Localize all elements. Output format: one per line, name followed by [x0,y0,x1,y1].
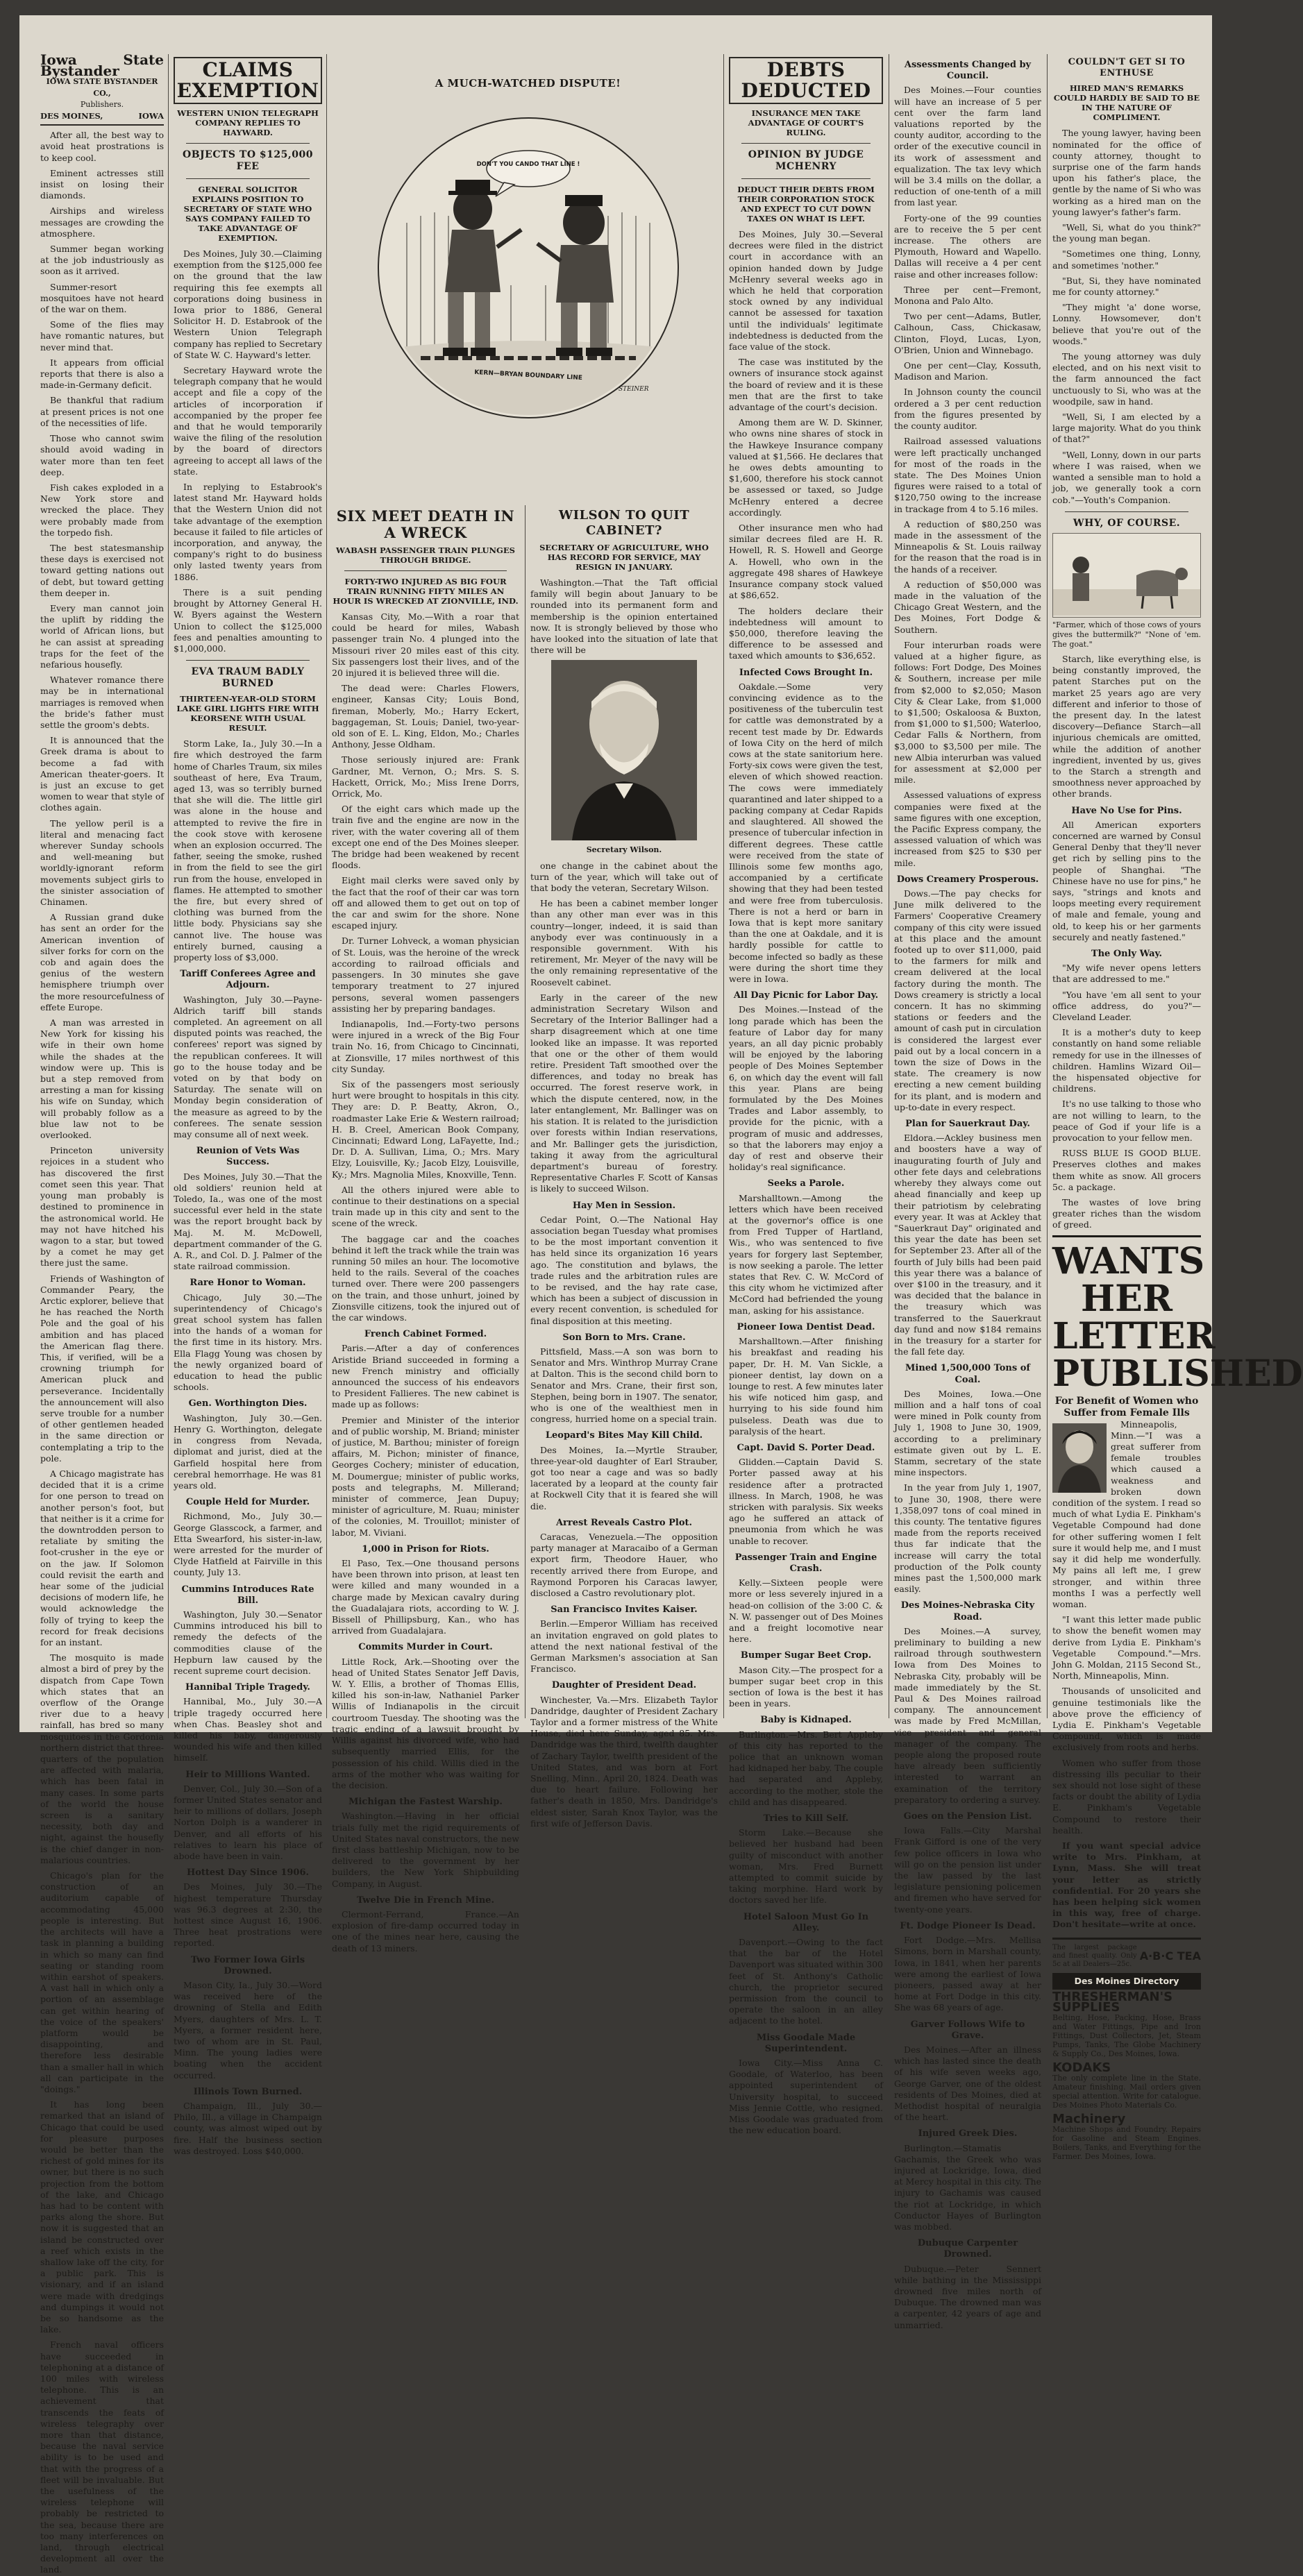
editorial-paragraph: It has long been remarked that an island of Chicago that could be used for pleasure purposes would be better than the richest of gold mines for its owner, but there is no such projection from the bottom of the lake, and Chicago has had to be content with parks along the shore. But now it is suggested that an island be constructed over a reef which exists in the shallow lake off the city, for a public park. This is visionary, and if an island were made with dredgings and dumpings it would not be so handsome as the lake. [40,2099,164,2335]
paragraph: El Paso, Tex.—One thousand persons have been thrown into prison, at least ten were killed and many wounded in a charge made by Mexican cavalry during the Guadalajara riots, according to W. J. Bissell of Phillipsburg, Kan., who has arrived from Guadalajara. [332,1558,519,1636]
editorial-paragraph: Summer began working at the job industriously as soon as it arrived. [40,244,164,277]
paragraph: Des Moines, July 30.—That the old soldiers' reunion held at Toledo, Ia., was one of the most successful ever held in the state was the report brought back by Maj. M. M. McDowell, department commander of the G. A. R., and Col. D. J. Palmer of the state railroad commission. [174,1171,322,1272]
paragraph: "My wife never opens letters that are addressed to me." [1052,963,1201,985]
column-rule [326,54,327,1718]
editorial-paragraph: Be thankful that radium at present prices is not one of the necessities of life. [40,395,164,428]
paragraph: Kelly.—Sixteen people were more or less severely injured in a head-on collision of the 3:00 C. & N. W. passenger out of Des Moines and a freight locomotive near here. [729,1577,883,1645]
paragraph: Oakdale.—Some very convincing evidence as to the positiveness of the tuberculin test for cattle was demonstrated by a recent test made by Dr. Edwards of Iowa City on the herd of milch cows at the state sanitorium here. Forty-six cows were given the test, eleven of which showed reaction. The cows were immediately quarantined and later shipped to a packing company at Cedar Rapids and slaughtered. All showed the presence of tubercular infection in different degrees. These cattle were received from the state of Illinois some few months ago, accompanied by a certificate showing that they had been tested and were free from tuberculosis. There is not a herd or barn in Iowa that is kept more sanitary than the one at Oakdale, and it is hardly possible for cattle to become infected so badly as these were during the short time they were in Iowa. [729,681,883,984]
subhead: Garver Follows Wife to Grave. [910,2019,1025,2041]
paragraph: Caracas, Venezuela.—The opposition party manager at Maracaibo of a German export firm, Theodore Hauer, who recently arrived there from Europe, and Raymond Porporen his Caracas lawyer, disclosed a Castro revolutionary plot. [530,1532,718,1599]
subhead: Two Former Iowa Girls Drowned. [190,1954,305,1976]
subhead: Capt. David S. Porter Dead. [737,1442,875,1453]
subhead: Hannibal Triple Tragedy. [185,1682,310,1693]
paragraph: Those seriously injured are: Frank Gardner, Mt. Vernon, O.; Mrs. S. S. Hackett, Orrick, Mo.; Miss Irene Dorrs, Orrick, Mo. [332,754,519,799]
masthead [40,51,164,126]
subhead: Passenger Train and Engine Crash. [734,1552,877,1574]
subheadline: OBJECTS TO $125,000 FEE [183,149,313,172]
paragraph: Des Moines.—After an illness which has lasted since the death of his wife seven weeks ago, George Garver, one of the oldest residents of Des Moines, died at Methodist hospital of neuralgia of the heart. [894,2044,1041,2123]
column-wilson [530,505,718,1829]
editorial-paragraph: Chicago's plan for the construction of an auditorium capable of accommodating 45,000 people is interesting. But the architects will have a task in planning a building in which so many can find seating or standing room within earshot of speakers. A vast hall in which only a portion of an assemblage can get within hearing of the voice of the speakers' platform would be disappointing, and therefore less desirable than a smaller hall in which all can participate in the "doings." [40,1870,164,2094]
paragraph: "They might 'a' done worse, Lonny. Howsomever, don't believe that you're out of the woods." [1052,302,1201,346]
paragraph: Des Moines.—Instead of the long parade which has been the feature of Labor day for many years, an all day picnic probably will be enjoyed by the laboring people of Des Moines September 6, on which day the event will fall this year. Plans are being formulated by the Des Moines Trades and Labor assembly, to provide for the picnic, with a program of music and addresses, so that the laborers may enjoy a day of rest and observe their holiday's real significance. [729,1004,883,1173]
column-rule [723,54,724,1718]
paragraph: Two per cent—Adams, Butler, Calhoun, Cass, Chickasaw, Clinton, Floyd, Lucas, Lyon, O'Brien, Union and Winnebago. [894,311,1041,355]
tea-ad-name: A·B·C TEA [1139,1949,1201,1963]
subhead: Daughter of President Dead. [551,1680,697,1691]
dir3-name: Machinery [1052,2111,1126,2126]
paragraph: He has been a cabinet member longer than any other man ever was in this country—longer, indeed, it is said than anybody ever was continuously in a responsible government. With his retirement, Mr. Meyer of the navy will be the only remaining representative of the Roosevelt cabinet. [530,898,718,988]
subhead: Mined 1,500,000 Tons of Coal. [905,1363,1030,1385]
cartoon-bubble-text: DON'T YOU CANDO THAT LINE ! [476,161,580,168]
paragraph: Secretary Hayward wrote the telegraph company that he would accept and file a copy of the articles of incorporation if accompanied by the proper fee and that he would temporarily waive the filing of the resolution by the board of directors agreeing to accept all laws of the state. [174,365,322,477]
subhead: Infected Cows Brought In. [739,667,873,678]
paragraph: Cedar Point, O.—The National Hay association began Tuesday what promises to be the most important convention it has held since its organization 16 years ago. The constitution and bylaws, the trade rules and the arbitration rules are to be revised, and the hay rate case, which has been a subject of discussion in every recent convention, is scheduled for final disposition at this meeting. [530,1214,718,1326]
paragraph: "Well, Si, I am elected by a large majority. What do you think of that?" [1052,412,1201,445]
paragraph: Of the eight cars which made up the train five and the engine are now in the river, with the water covering all of them except one end of the Des Moines sleeper. The bridge had been weakened by recent floods. [332,804,519,871]
paragraph: The wastes of love bring greater riches than the wisdom of greed. [1052,1197,1201,1230]
paragraph: Eight mail clerks were saved only by the fact that the roof of their car was torn off and allowed them to get out on top of the car and swim for the shore. None escaped injury. [332,875,519,931]
subhead: Des Moines-Nebraska City Road. [900,1600,1035,1622]
editorial-paragraph: The yellow peril is a literal and menacing fact wherever Sunday schools and well-meaning but worldly-ignorant reform movements subject girls to the sinister association of Chinamen. [40,817,164,908]
headline-wreck: SIX MEET DEATH IN A WRECK [336,507,515,541]
headline-eva-traum: EVA TRAUM BADLY BURNED [191,666,305,690]
subhead: Hay Men in Session. [572,1200,676,1211]
subhead: Ft. Dodge Pioneer Is Dead. [900,1920,1036,1931]
portrait-drawing [551,660,697,840]
paragraph: Assessed valuations of express companies were fixed at the same figures with one exception, the Pacific Express company, the assessed valuation of which was increased from $25 to $30 per mile. [894,790,1041,868]
deck: WABASH PASSENGER TRAIN PLUNGES THROUGH BRIDGE. [336,545,515,565]
ad-paragraph: Thousands of unsolicited and genuine testimonials like the above prove the efficiency of Lydia E. Pinkham's Vegetable Compound, which is made exclusively from roots and herbs. [1052,1686,1201,1753]
divider [344,570,507,571]
deck: THIRTEEN-YEAR-OLD STORM LAKE GIRL LIGHTS FIRE WITH KEORSENE WITH USUAL RESULT. [176,694,319,734]
subhead: Have No Use for Pins. [1071,805,1182,816]
subhead: Leopard's Bites May Kill Child. [545,1430,703,1441]
subhead: Illinois Town Burned. [193,2086,303,2097]
paragraph: Des Moines, July 30.—Claiming exemption from the $125,000 fee on the ground that the law requiring this fee exempts all corporations doing business in Iowa prior to 1886, General Solicitor H. D. Estabrook of the Western Union Telegraph company has replied to Secretary of State W. C. Hayward's letter. [174,248,322,360]
deck: HIRED MAN'S REMARKS COULD HARDLY BE SAID TO BE IN THE NATURE OF COMPLIMENT. [1053,83,1200,123]
subhead: Seeks a Parole. [767,1178,845,1189]
dir2-name: KODAKS [1052,2060,1111,2075]
masthead-state: IOWA [138,111,164,121]
paragraph: Des Moines, Iowa.—One million and a half tons of coal were mined in Polk county from July 1, 1908 to June 30, 1909, according to a preliminary estimate given out by L. E. Stamm, secretary of the state mine inspectors. [894,1388,1041,1478]
cartoon-drawing [379,119,678,417]
subhead: Goes on the Pension List. [903,1811,1032,1822]
dir3-text: Machine Shops and Foundry. Repairs for Gasoline and Steam Engines. Boilers, Tanks, and Everything for the Farmer. Des Moines, Iowa. [1052,2124,1201,2161]
paragraph: Other insurance men who had similar decrees filed are H. R. Howell, R. S. Howell and George A. Howell, who own in the aggregate 498 shares of Hawkeye Insurance company stock valued at $86,652. [729,523,883,601]
column-editorial [40,51,164,2575]
editorial-paragraphs [40,130,164,2575]
paragraph: Eldora.—Ackley business men and boosters have a way of inaugurating fourth of July and other fete days and celebrations whereby they always come out ahead financially and keep up their patriotism by celebrating every year. It was at Ackley that "Sauerkraut Day" originated and this year the date has been set for September 23. After all of the fourth of July bills had been paid this year there was a balance of over $100 in the treasury, and it was decided that the balance in the treasury which was transferred to the Sauerkraut day fund and now $184 remains in the treasury for a starter for the fall fete day. [894,1133,1041,1357]
paragraph: Storm Lake, Ia., July 30.—In a fire which destroyed the farm home of Charles Traum, six miles southeast of here, Eva Traum, aged 13, was so terribly burned that she will die. The little girl was alone in the house and attempted to revive the fire in the cook stove with kerosene when an explosion occurred. The father, seeing the smoke, rushed in from the field to see the girl run from the house, enveloped in flames. He attempted to smother the fire, but every shred of clothing was burned from the little body. Physicians say she cannot live. The house was entirely burned, causing a property loss of $3,000. [174,738,322,963]
masthead-city: DES MOINES, [40,111,103,121]
headline-wilson: WILSON TO QUIT CABINET? [558,508,690,538]
subhead: San Francisco Invites Kaiser. [550,1604,698,1616]
deck: SECRETARY OF AGRICULTURE, WHO HAS RECORD FOR SERVICE, MAY RESIGN IN JANUARY. [539,543,709,572]
ad-paragraph: If you want special advice write to Mrs. Pinkham, at Lynn, Mass. She will treat your letter as strictly confidential. For 20 years she has been helping sick women in this way, free of charge. Don't hesitate—write at once. [1052,1840,1201,1930]
masthead-dateline [40,110,164,121]
paragraph: Clermont-Ferrand, France.—An explosion of fire-damp occurred today in one of the mines near here, causing the death of 13 miners. [332,1908,519,1954]
editorial-paragraph: A man was arrested in New York for kissing his wife in their own home while the shades at the window were up. This is but a step removed from arresting a man for kissing his wife on Sunday, which will probably follow as a blue law not to be overlooked. [40,1017,164,1141]
farm-cartoon-caption: "Farmer, which of those cows of yours gives the buttermilk?" "None of 'em. The goat." [1052,620,1201,649]
directory-entry [1052,2060,1201,2112]
paragraph: Des Moines, July 30.—Several decrees were filed in the district court in accordance with an opinion handed down by Judge McHenry several weeks ago in which he held that corporation stock owned by any individual cannot be assessed for taxation until the individuals' legitimate indebtedness is deducted from the face value of the stock. [729,229,883,353]
subhead: French Cabinet Formed. [364,1329,487,1340]
divider [1065,511,1188,512]
masthead-publishers: Publishers. [80,99,124,109]
editorial-paragraph: The best statesmanship these days is exercised not toward getting nations out of debt, but toward getting them deeper in. [40,542,164,598]
subhead: Arrest Reveals Castro Plot. [555,1517,693,1528]
paragraph: "Well, Si, what do you think?" the young man began. [1052,222,1201,244]
paragraph: In the year from July 1, 1907, to June 30, 1908, there were 1,358,097 tons of coal mined in this county. The tentative figures made from the reports received thus far indicate that the increase will carry the total production of the Polk county mines past the 1,500,000 mark easily. [894,1482,1041,1595]
directory-entry [1052,2112,1201,2163]
paragraph: Four interurban roads were valued at a higher figure, as follows: Fort Dodge, Des Moines & Southern, increase per mile from $2,000 to $2,050; Mason City & Clear Lake, from $1,000 to $1,500; Oskaloosa & Buxton, from $1,000 to $1,500; Waterloo, Cedar Falls & Northern, from $3,000 to $3,500 per mile. The new Albia interurban was valued for assessment at $2,000 per mile. [894,639,1041,786]
paragraph: Mason City, Ia., July 30.—Word was received here of the drowning of Stella and Edith Myers, daughters of Mrs. L. T. Myers, a former resident here, two of whom are in St. Paul, Minn. The young ladies were boating when the accident occurred. [174,1980,322,2081]
pinkham-ad [1052,1235,1303,1940]
dir1-text: Belting, Hose, Packing, Hose, Brass and Water Fittings, Pipe and Iron Fittings, Dust Collectors, Jet, Steam Pumps, Tanks, The Globe Machinery & Supply Co., Des Moines, Iowa. [1052,2012,1201,2058]
editorial-paragraph: French naval officers have succeeded in telephoning at a distance of 100 miles with wireless telephone. This is an achievement that transcends the feats of wireless telegraphy over more than that distance, because the naval service ability is to be used and that with the progress of a fleet will be invaluable. But the usefulness of the wireless telephone will probably be restricted to the sea, because there are too many interferences on land, through electrical development all over the land. [40,2339,164,2575]
paragraph: "Well, Lonny, down in our parts where I was raised, when we wanted a sensible man to hold a job, we generally took a corn cob."—Youth's Companion. [1052,449,1201,505]
divider [741,143,871,144]
paragraph: Dubuque.—Peter Sennert while bathing in the Mississippi drowned five miles north of Dubuque. The drowned man was a carpenter, 42 years of age and unmarried. [894,2263,1041,2330]
paragraph: Denver, Col., July 30.—Son of a former United States senator and heir to millions of dollars, Joseph Norton Dolph is a wanderer in Denver, and all efforts of his relatives to learn his place of abode have been in vain. [174,1783,322,1861]
paragraph: one change in the cabinet about the turn of the year, which will take out of that body the veteran, Secretary Wilson. [530,860,718,894]
photo-caption: Secretary Wilson. [586,845,662,855]
paragraph: Berlin.—Emperor William has received an invitation engraved on gold plates to attend the next national festival of the German Marksmen's association at San Francisco. [530,1618,718,1675]
editorial-paragraph: Airships and wireless messages are crowding the atmosphere. [40,205,164,239]
subhead: Heir to Millions Wanted. [185,1769,310,1780]
editorial-paragraph: Whatever romance there may be in international marriages is removed when the bride's father must settle the groom's debts. [40,675,164,730]
subhead: Dubuque Carpenter Drowned. [917,2238,1018,2260]
editorial-paragraph: Eminent actresses still insist on losing their diamonds. [40,167,164,201]
paragraph: Des Moines.—Four counties will have an increase of 5 per cent over the farm land valuations reported by the county auditor, according to the order of the executive council in its work of assessment and equalization. The tax levy which will be 3.4 mills on the dollar, a reduction of one-tenth of a mill from last year. [894,85,1041,208]
editorial-paragraph: Friends of Washington of Commander Peary, the Arctic explorer, believe that he has reached the North Pole and the goal of his ambition and has placed the American flag there. This, if verified, will be a crowning triumph for American pluck and perseverance. Incidentally the announcement will also serve trouble for a number of other gentlemen headed in the same direction or contemplating a trip to the pole. [40,1273,164,1464]
paragraph: Iowa Falls.—City Marshal Frank Gifford is one of the very few police officers in Iowa who will go on the pension list under the law passed by the last legislature pensioning policemen and firemen who have served for twenty-one years. [894,1825,1041,1915]
subhead: The Only Way. [1091,948,1163,959]
subhead: Baby is Kidnaped. [760,1715,852,1726]
paragraph: A reduction of $50,000 was made in the valuation of the Chicago Great Western, and the Des Moines, Fort Dodge & Southern. [894,579,1041,635]
column-rule [525,505,526,1718]
column-rule [1047,54,1048,1718]
divider [186,178,310,179]
subhead: Hotel Saloon Must Go In Alley. [743,1911,869,1933]
editorial-paragraph: It appears from official reports that there is also a made-in-Germany deficit. [40,357,164,391]
paragraph: RUSS BLUE IS GOOD BLUE. Preserves clothes and makes them white as snow. All grocers 5c. a package. [1052,1148,1201,1192]
cartoon-panel [332,54,724,512]
paragraph: In Johnson county the council ordered a 3 per cent reduction from the figures presented by the county auditor. [894,387,1041,432]
subhead: Reunion of Vets Was Success. [196,1146,300,1168]
directory-title: Des Moines Directory [1052,1973,1201,1990]
paragraph: Chicago, July 30.—The superintendency of Chicago's great school system has fallen into the hands of a woman for the first time in its history. Mrs. Ella Flagg Young was chosen by the newly organized board of education to head the public schools. [174,1291,322,1393]
column-misc-ads [1052,54,1303,2161]
paragraph: Marshalltown.—After finishing his breakfast and reading his paper, Dr. H. M. Van Sickle, a pioneer dentist, lay down on a lounge to rest. A few minutes later his wife noticed him gasp, and hurrying to his side found him pulseless. Death was due to paralysis of the heart. [729,1336,883,1437]
paragraph: "You have 'em all sent to your office address, do you?"—Cleveland Leader. [1052,989,1201,1022]
paragraph: Dr. Turner Lohveck, a woman physician of St. Louis, was the heroine of the wreck according to railroad officials and passengers. In 30 minutes she gave temporary treatment to 27 injured persons, several women passengers assisting her by preparing bandages. [332,935,519,1014]
editorial-paragraph: Those who cannot swim should avoid wading in water more than ten feet deep. [40,433,164,477]
dir1-name: THRESHERMAN'S SUPPLIES [1052,1989,1173,2015]
subhead: All Day Picnic for Labor Day. [733,990,879,1001]
paragraph: Davenport.—Owing to the fact that the bar of the Hotel Davenport was situated within 300 feet of St. Anthony's Catholic church, the proprietor secured permission from the council to operate the saloon in an alley adjacent to the hotel. [729,1937,884,2026]
paragraph: In replying to Estabrook's latest stand Mr. Hayward holds that the Western Union did not take advantage of the exemption because it failed to file articles of incorporation, and anyway, the company's right to do business only lasted twenty years from 1886. [174,482,322,582]
cartoon-title: A MUCH-WATCHED DISPUTE! [435,77,621,90]
paragraph: There is a suit pending brought by Attorney General H. W. Byers against the Western Union to collect the $125,000 fees and penalties amounting to $1,000,000. [174,586,322,654]
paragraph: The dead were: Charles Flowers, engineer, Kansas City; Louis Bond, fireman, Moberly, Mo.; Harry Eckert, baggageman, St. Louis; Daniel, two-year-old son of E. L. King, Eldon, Mo.; Charles Anthony, Jesse Oldham. [332,683,519,750]
editorial-paragraph: It is announced that the Greek drama is about to become a fad with American theater-goers. It is just an excuse to get women to wear that style of clothes again. [40,735,164,813]
paragraph: Starch, like everything else, is being constantly improved, the patent Starches put on the market 25 years ago are very different and inferior to those of the present day. In the latest discovery—Defiance Starch—all injurious chemicals are omitted, while the addition of another ingredient, invented by us, gives to the Starch a strength and smoothness never approached by other brands. [1052,653,1201,799]
column-wreck [332,505,519,1954]
ad-paragraph: Women who suffer from those distressing ills peculiar to their sex should not lose sight of these facts or doubt the ability of Lydia E. Pinkham's Vegetable Compound to restore their health. [1052,1757,1201,1836]
subhead: Miss Goodale Made Superintendent. [756,2032,856,2054]
paragraph: One per cent—Clay, Kossuth, Madison and Marion. [894,360,1041,382]
paragraph: The baggage car and the coaches behind it left the track while the train was running 50 miles an hour. The locomotive held to the rails. Several of the coaches turned over. There were 200 passengers on the train, and those unhurt, joined by Zionsville citizens, took the injured out of the car windows. [332,1233,519,1323]
subhead: Bumper Sugar Beet Crop. [740,1650,872,1661]
editorial-paragraph: A Russian grand duke has sent an order for the American invention of silver forks for corn on the cob and again does the genius of the western hemisphere triumph over the more resourcefulness of effete Europe. [40,912,164,1012]
ad-headline: WANTS HER LETTER PUBLISHED [1052,1239,1303,1395]
subhead: 1,000 in Prison for Riots. [362,1543,489,1554]
dir2-text: The only complete line in the State. Amateur finishing. Mail orders given special attention. Write for catalogue. Des Moines Photo Materials Co. [1052,2073,1201,2110]
paragraph: All American exporters concerned are warned by Consul General Denby that they'll never get rich by selling pins to the people of Shanghai. "The Chinese have no use for pins," he says, "strings and knots and loops meeting every requirement of male and female, young and old, to keep his or her garments securely and neatly fastened." [1052,819,1201,942]
ad-paragraph: Minneapolis, Minn.—"I was a great sufferer from female troubles which caused a weakness and broken down condition of the system. I read so much of what Lydia E. Pinkham's Vegetable Compound had done for other suffering women I felt sure it would help me, and I must say it did help me wonderfully. My pains all left me, I grew stronger, and within three months I was a perfectly well woman. [1052,1418,1201,1609]
subhead: Commits Murder in Court. [358,1642,493,1653]
ad-portrait-drawing [1052,1423,1107,1493]
column-claims-exemption [174,54,322,2156]
paragraph: Champaign, Ill., July 30.—Philo, Ill., a village in Champaign county, was almost wiped out by fire. Half the business section was destroyed. Loss $40,000. [174,2101,322,2156]
subhead: Injured Greek Dies. [918,2128,1018,2139]
paragraph: Hannibal, Mo., July 30.—A triple tragedy occurred here when Chas. Beasley shot and killed his baby, dangerously wounded his wife and then killed himself. [174,1696,322,1763]
ad-portrait [1052,1423,1107,1493]
divider [186,660,310,661]
paragraph: Glidden.—Captain David S. Porter passed away at his residence after a protracted illness. In March, 1908, he was stricken with paralysis. Six weeks ago he suffered an attack of pneumonia from which he was unable to recover. [729,1457,883,1546]
paragraph: Richmond, Mo., July 30.—George Glasscock, a farmer, and Etta Swearford, his sister-in-law, were arrested for the murder of Clyde Hatfield at Fairville in this county, July 13. [174,1511,322,1578]
paragraph: Burlington.—Stamatis Gachamis, the Greek who was injured at Lockridge, Iowa, died at Mercy hospital in this city. The injury to Gachamis was caused the riot at Lockridge, in which Conductor Hayes of Burlington was mobbed. [894,2142,1041,2232]
headline-why-of-course: WHY, OF COURSE. [1073,517,1181,529]
column-debts [729,54,884,2136]
editorial-paragraph: Every man cannot join the uplift by ridding the world of African lions, but he can assist at spreading traps for the feet of the nefarious housefly. [40,602,164,670]
paragraph: Premier and Minister of the interior and of public worship, M. Briand; minister of justice, M. Barthou; minister of foreign affairs, M. Pichon; minister of finance, Georges Cochery; minister of education, M. Doumergue; minister of public works, posts and telegraphs, M. Millerand; minister of commerce, Jean Dupuy; minister of agriculture, M. Ruau; minister of the colonies, M. Trouillot; minister of labor, M. Viviani. [332,1414,519,1538]
paragraph: Washington.—That the Taft official family will begin about January to be rounded into its permanent form and membership is the opinion entertained now. It is strongly believed by those who have looked into the situation of late that there will be [530,577,718,656]
paragraph: Storm Lake.—Because she believed her husband had been guilty of misconduct with another woman, Mrs. Fred Burnett attempted to commit suicide by taking morphine. Hard work by doctors saved her life. [729,1827,883,1906]
paragraph: Pittsfield, Mass.—A son was born to Senator and Mrs. Winthrop Murray Crane at Dalton. This is the second child born to Senator and Mrs. Crane, their first son, Stephen, being born in 1907. The senator, who is one of the wealthiest men in congress, hurried home on a special train. [530,1346,718,1425]
headline-claims-exemption: CLAIMS EXEMPTION [174,57,322,104]
paragraph: A reduction of $80,250 was made in the assessment of the Minneapolis & St. Louis railway for the reason that the road is in the hands of a receiver. [894,518,1041,575]
subhead: Gen. Worthington Dies. [188,1398,308,1409]
paragraph: Six of the passengers most seriously hurt were brought to hospitals in this city. They are: D. P. Beatty, Akron, O., roadmaster Lake Erie & Western railroad; H. B. Creel, American Book Company, Cincinnati; Edward Long, LaFayette, Ind.; Dr. D. A. Sullivan, Lima, O.; Mrs. Mary Elzy, Louisville, Ky.; Jacob Elzy, Louisville, Ky.; Mrs. Magnolia Miles, Knoxville, Tenn. [332,1078,519,1180]
paragraph: Des Moines.—A survey, preliminary to building a new railroad through southwestern Iowa from Des Moines to Nebraska City, probably will be made immediately by the St. Paul & Des Moines railroad company. The announcement was made by Fred McMillan, vice president and general manager of the company. The people along the proposed route have already been sufficiently interested to warrant an examination of the territory preparatory to ordering a survey. [894,1625,1041,1805]
paragraph: Des Moines, July 30.—The highest temperature Thursday was 96.3 degrees at 2:30, the hottest since August 16, 1906. Three heat prostrations were reported. [174,1881,322,1949]
masthead-title: Iowa State Bystander [40,51,164,80]
paragraph: Washington, July 30.—Payne-Aldrich tariff bill stands completed. An agreement on all disputed points was reached, the conferees' report was signed by the republican conferees. It will go to the house today and be voted on by that body on Saturday. The senate will on Monday begin consideration of the measure as agreed to by the conferees. The senate session may consume all of next week. [174,994,322,1140]
paragraph: Washington.—Having in her official trials fully met the rigid requirements of United States naval constructors, the new first class battleship Michigan, now to be delivered to the government by her builders, the New York Shipbuilding Company, in August. [332,1811,519,1889]
paragraph: Winchester, Va.—Mrs. Elizabeth Taylor Dandridge, daughter of President Zachary Taylor and a former mistress of the White House, died here Sunday, aged 85. Mrs. Dandridge was the third, twelfth daughter of Zachary Taylor, twelfth president of the United States, and was born at Fort Snelling, Minn., April 20, 1824. Death was due to heart failure. Following her father's death in 1850, Mrs. Dandridge's eldest sister, Sarah Knox Taylor, was the first wife of Jefferson Davis. [530,1694,718,1829]
subhead: Cummins Introduces Rate Bill. [181,1584,314,1606]
subhead: Rare Honor to Woman. [190,1278,306,1289]
portrait-photo [551,660,697,840]
paragraph: All the others injured were able to continue to their destinations on a special train made up in this city and sent to the scene of the wreck. [332,1184,519,1229]
subhead: Tariff Conferees Agree and Adjourn. [180,969,316,991]
subhead: Assessments Changed by Council. [904,60,1032,82]
paragraph: "But, Si, they have nominated me for county attorney." [1052,275,1201,298]
cartoon-caption: KERN—BRYAN BOUNDARY LINE [473,368,582,382]
newspaper-page [19,15,1303,2575]
paragraph: "Sometimes one thing, Lonny, and sometimes 'nother." [1052,248,1201,271]
deck: FORTY-TWO INJURED AS BIG FOUR TRAIN RUNNING FIFTY MILES AN HOUR IS WRECKED AT ZIONVILLE, IND. [333,577,519,606]
paragraph: Burlington.—Mrs. Bert Appleby of this city has reported to the police that an unknown woman had kidnaped her baby. The couple had separated and Appleby, according to the mother, stole the child and has disappeared. [729,1729,883,1807]
farm-cartoon-drawing [1053,534,1200,616]
masthead-publisher: IOWA STATE BYSTANDER CO., [46,77,158,98]
paragraph: Indianapolis, Ind.—Forty-two persons were injured in a wreck of the Big Four train No. 16, from Chicago to Cincinnati, at Zionsville, 17 miles northwest of this city Sunday. [332,1018,519,1074]
directory-entry [1052,1990,1201,2060]
subhead: Michigan the Fastest Warship. [348,1797,503,1808]
paragraph: It's no use talking to those who are not willing to learn, to the peace of God if your life is a provocation to your fellow men. [1052,1099,1201,1144]
tea-ad [1052,1944,1201,1969]
paragraph: Among them are W. D. Skinner, who owns nine shares of stock in the Hawkeye Insurance company valued at $1,566. He declares that he owes debts amounting to $1,600, therefore his stock cannot be assessed or taxed, so Judge McHenry entered a decree accordingly. [729,417,883,518]
paragraph: Railroad assessed valuations were left practically unchanged for most of the roads in the state. The Des Moines Union figures were raised to a total of $120,750 owing to the increase in trackage from 4 to 5.16 miles. [894,436,1041,514]
paragraph: Kansas City, Mo.—With a roar that could be heard for miles, Wabash passenger train No. 4 plunged into the Missouri river 20 miles east of this city. Six passengers lost their lives, and of the 20 injured it is believed three will die. [332,611,519,679]
paragraph: Iowa City.—Miss Anna C. Goodale, of Waterloo, has been appointed superintendent of University hospital, to succeed Miss Jennie Cottle, who resigned. Miss Goodale was graduated from the new education board. [729,2058,883,2136]
paragraph: Forty-one of the 99 counties are to receive the 5 per cent increase. The others are Plymouth, Howard and Wapello. Dallas will receive a 4 per cent raise and other increases follow: [894,212,1041,280]
editorial-paragraph: The mosquito is made almost a bird of prey by the dispatch from Cape Town which states that an overflow of the Orange river due to a heavy rainfall, has bred so many mosquitoes in the Gordonia northern district that three-quarters of the population are affected with malaria, which has been fatal in many cases. In some parts of the world the house screen is a sanitary necessity, both day and night, against the housefly is the chief danger in non-malarious countries. [40,1652,164,1865]
editorial-paragraph: Summer-resort mosquitoes have not heard of the war on them. [40,281,164,315]
paragraph: The holders declare their indebtedness will amount to $50,000, therefore leaving the difference to be assessed and taxed which amounts to $36,652. [729,605,883,661]
paragraph: Washington, July 30.—Gen. Henry G. Worthington, delegate in congress from Nevada, diplomat and jurist, died at the Garfield hospital here from cerebral hemorrhage. He was 81 years old. [174,1412,322,1491]
paragraph: The young attorney was duly elected, and on his next visit to the farm announced the fact unctuously to Si, who was at the woodpile, saw in hand. [1052,351,1201,407]
paragraph: Early in the career of the new administration Secretary Wilson and Secretary of the Interior Ballinger had a sharp disagreement which at one time looked like an impasse. It was reported that one or the other of them would retire. President Taft smoothed over the differences, and today no break has occurred. The forest reserve work, in which the dispute centered, now, in the later entanglement, Mr. Ballinger was on his station. It is related to the jurisdiction over forests within Indian reservations, and Mr. Ballinger gets the jurisdiction, taking it away from the agricultural department's bureau of forestry. Representative Charles F. Scott of Kansas is likely to succeed Wilson. [530,992,718,1194]
editorial-paragraph: Fish cakes exploded in a New York store and wrecked the place. They were probably made from the torpedo fish. [40,482,164,538]
paragraph: It is a mother's duty to keep constantly on hand some reliable remedy for use in the illnesses of children. Hamlins Wizard Oil—the hispensated objective for childrens. [1052,1027,1201,1094]
paragraph: Three per cent—Fremont, Monona and Palo Alto. [894,284,1041,307]
editorial-paragraph: Some of the flies may have romantic natures, but never mind that. [40,319,164,353]
paragraph: Fort Dodge.—Mrs. Mellisa Simons, born in Marshall county, Iowa, in 1841, when her parents were among the earliest of Iowa pioneers, passed away at her home at Fort Dodge in this city. She was 68 years of age. [894,1935,1041,2013]
paragraph: Dows.—The pay checks for June milk delivered to the Farmers' Cooperative Creamery company of this city were issued at this place and the amount footed up to over $11,000, paid to the farmers for milk and cream delivered at the local factory during the month. The Dows creamery is strictly a local concern. It has no skimming stations or feeders and the amount of cash put in circulation is considered the largest ever paid out by a local concern in a town the size of Dows in the state. The creamery is now erecting a new cement building for its plant, and is modern and up-to-date in every respect. [894,888,1041,1112]
column-rule [168,54,169,1718]
cartoon-signature: STEINER [618,386,649,393]
subhead: Plan for Sauerkraut Day. [905,1119,1030,1130]
paragraph: Paris.—After a day of conferences Aristide Briand succeeded in forming a new French ministry and officially announced the success of his endeavors to President Fallieres. The new cabinet is made up as follows: [332,1343,519,1410]
cartoon-illustration [378,117,679,418]
paragraph: The young lawyer, having been nominated for the office of county attorney, thought to surprise one of the farm hands upon his father's place, the gentle by the name of Si who was working as a hired man on the young lawyer's father's farm. [1052,128,1201,217]
deck: WESTERN UNION TELEGRAPH COMPANY REPLIES TO HAYWARD. [177,108,319,137]
paragraph: Des Moines, Ia.—Myrtle Strauber, three-year-old daughter of Earl Strauber, got too near a cage and was so badly lacerated by a leopard at the county fair at Rockwell City that it is feared she will die. [530,1444,718,1511]
paragraph: The case was instituted by the owners of insurance stock against the board of review and it is these men that are the first to take advantage of the court's decision. [729,357,883,413]
editorial-paragraph: After all, the best way to avoid heat prostrations is to keep cool. [40,130,164,163]
headline-debts-deducted: DEBTS DEDUCTED [729,57,883,104]
paragraph: Marshalltown.—Among the letters which have been received at the governor's office is one from Fred Tupper of Hartland, Wis., who was sentenced to five years for forgery last September, is now seeking a parole. The letter states that Rev. C. W. McCord of this city whom he victimized after McCord had befriended the young man, asking for his assistance. [729,1192,883,1316]
paragraph: Washington, July 30.—Senator Cummins introduced his bill to remedy the defects of the commodities clause of the Hepburn law caused by the recent supreme court decision. [174,1609,322,1676]
subhead: Couple Held for Murder. [185,1497,310,1508]
deck: INSURANCE MEN TAKE ADVANTAGE OF COURT'S RULING. [748,108,864,137]
farm-cartoon [1052,533,1201,618]
subhead: Twelve Die in French Mine. [357,1895,494,1906]
divider [186,143,310,144]
column-state-news [894,54,1041,2330]
paragraph: Little Rock, Ark.—Shooting over the head of United States Senator Jeff Davis, W. Y. Ellis, a brother of Thomas Ellis, killed his son-in-law, Nathaniel Parker Willis of Indianapolis in the circuit courtroom Tuesday. The shooting was the tragic ending of a lawsuit brought by Willis against his divorced wife, who had subsequently married Ellis, for the possession of his child. Willis died in the arms of the mother who was waiting for the decision. [332,1656,519,1790]
subhead: Dows Creamery Prosperous. [896,874,1039,885]
ad-deck: For Benefit of Women who Suffer from Female Ills [1054,1395,1199,1418]
divider [741,178,871,179]
ad-paragraph: "I want this letter made public to show the benefit women may derive from Lydia E. Pinkham's Vegetable Compound."—Mrs. John G. Moldan, 2115 Second St., North, Minneapolis, Minn. [1052,1614,1201,1681]
tea-note: The largest package and finest quality. Only 5c at all Dealers—25c. [1052,1943,1137,1968]
editorial-paragraph: A Chicago magistrate has decided that it is a crime for one person to tread on another person's foot, but that neither is it a crime for the downtrodden person to retaliate by smiting the foot-crusher in the eye or on the jaw. If Solomon could revisit the earth and hear some of the judicial decisions of modern life, he would acknowledge the folly of trying to keep the record for freak decisions for an instant. [40,1468,164,1648]
paragraph: Mason City.—The prospect for a bumper sugar beet crop in this section of Iowa is the best it has been in years. [729,1664,883,1709]
editorial-paragraph: Princeton university rejoices in a student who has discovered the first comet seen this year. That young man probably is destined to prominence in the astronomical world. He may not have hitched his wagon to a star, but towed by a comet he may get there just the same. [40,1145,164,1269]
subhead: Pioneer Iowa Dentist Dead. [737,1321,875,1332]
headline-si: COULDN'T GET SI TO ENTHUSE [1068,57,1186,79]
subhead: Tries to Kill Self. [763,1813,849,1824]
subhead: Son Born to Mrs. Crane. [562,1332,686,1343]
deck: GENERAL SOLICITOR EXPLAINS POSITION TO SECRETARY OF STATE WHO SAYS COMPANY FAILED TO TAKE ADVANTAGE OF EXEMPTION. [183,185,312,243]
deck: DEDUCT THEIR DEBTS FROM THEIR CORPORATION STOCK AND EXPECT TO CUT DOWN TAXES ON WHAT IS LEFT. [737,185,875,223]
subhead: Hottest Day Since 1906. [186,1867,310,1879]
subheadline: OPINION BY JUDGE MCHENRY [748,149,864,172]
